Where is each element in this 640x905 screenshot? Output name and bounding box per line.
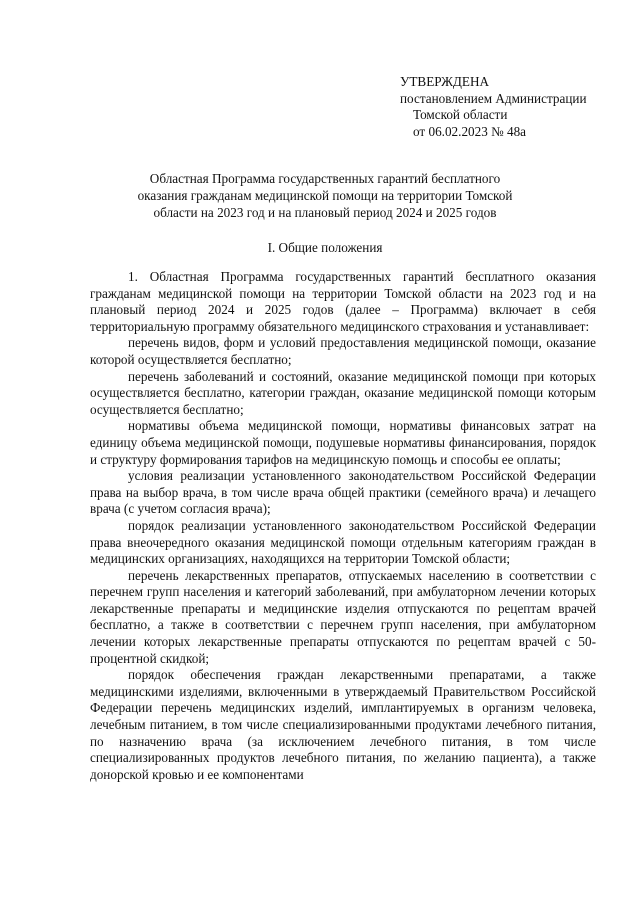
- document-title: [80, 170, 570, 221]
- title-line-2: оказания гражданам медицинской помощи на территории Томской: [137, 188, 513, 203]
- approval-line-region: Томской области: [413, 107, 508, 122]
- paragraph: порядок реализации установленного законодательством Российской Федерации права внеочередного оказания медицинской помощи отдельным категориям граждан в медицинских организациях, находящихся на территории Томской области;: [90, 517, 596, 567]
- section-heading: I. Общие положения: [267, 240, 383, 255]
- approval-line-decree: постановлением Администрации: [400, 90, 587, 106]
- paragraph: порядок обеспечения граждан лекарственными препаратами, а также медицинскими изделиями, включенными в утверждаемый Правительством Российской Федерации перечень медицинских изделий, имплантируемых в организм человека, лечебным питанием, в том числе специализированными продуктами лечебного питания, по назначению врача (за исключением лечебного питания, в том числе специализированных продуктов лечебного питания, по желанию пациента), а также донорской кровью и ее компонентами: [90, 667, 596, 782]
- paragraph: 1. Областная Программа государственных гарантий бесплатного оказания гражданам медицинской помощи на территории Томской области на 2023 год и на плановый период 2024 и 2025 годов (далее – Программа) включает в себя территориальную программу обязательного медицинского страхования и устанавливает:: [90, 269, 596, 334]
- paragraph: перечень заболеваний и состояний, оказание медицинской помощи при которых осуществляется бесплатно, категории граждан, оказание медицинской помощи которым осуществляется бесплатно;: [90, 368, 596, 417]
- approval-line-date: от 06.02.2023 № 48а: [413, 123, 527, 139]
- document-body: [90, 269, 596, 783]
- paragraph: перечень видов, форм и условий предоставления медицинской помощи, оказание которой осуществляется бесплатно;: [90, 335, 596, 367]
- paragraph: нормативы объема медицинской помощи, нормативы финансовых затрат на единицу объема медицинской помощи, подушевые нормативы финансирования, порядок и структуру формирования тарифов на медицинскую помощь и способы ее оплаты;: [90, 418, 596, 467]
- paragraph: условия реализации установленного законодательством Российской Федерации права на выбор врача, в том числе врача общей практики (семейного врача) и лечащего врача (с учетом согласия врача);: [90, 468, 596, 517]
- approval-block: [400, 74, 630, 140]
- title-line-1: Областная Программа государственных гарантий бесплатного: [149, 171, 501, 186]
- approval-stamp: УТВЕРЖДЕНА: [400, 74, 490, 89]
- title-line-3: области на 2023 год и на плановый период 2024 и 2025 годов: [153, 205, 497, 220]
- paragraph: перечень лекарственных препаратов, отпускаемых населению в соответствии с перечнем групп населения и категорий заболеваний, при амбулаторном лечении которых лекарственные препараты и медицинские изделия отпускаются по рецептам врачей бесплатно, а также в соответствии с перечнем групп населения, при амбулаторном лечении которых лекарственные препараты отпускаются по рецептам врачей с 50-процентной скидкой;: [90, 567, 596, 666]
